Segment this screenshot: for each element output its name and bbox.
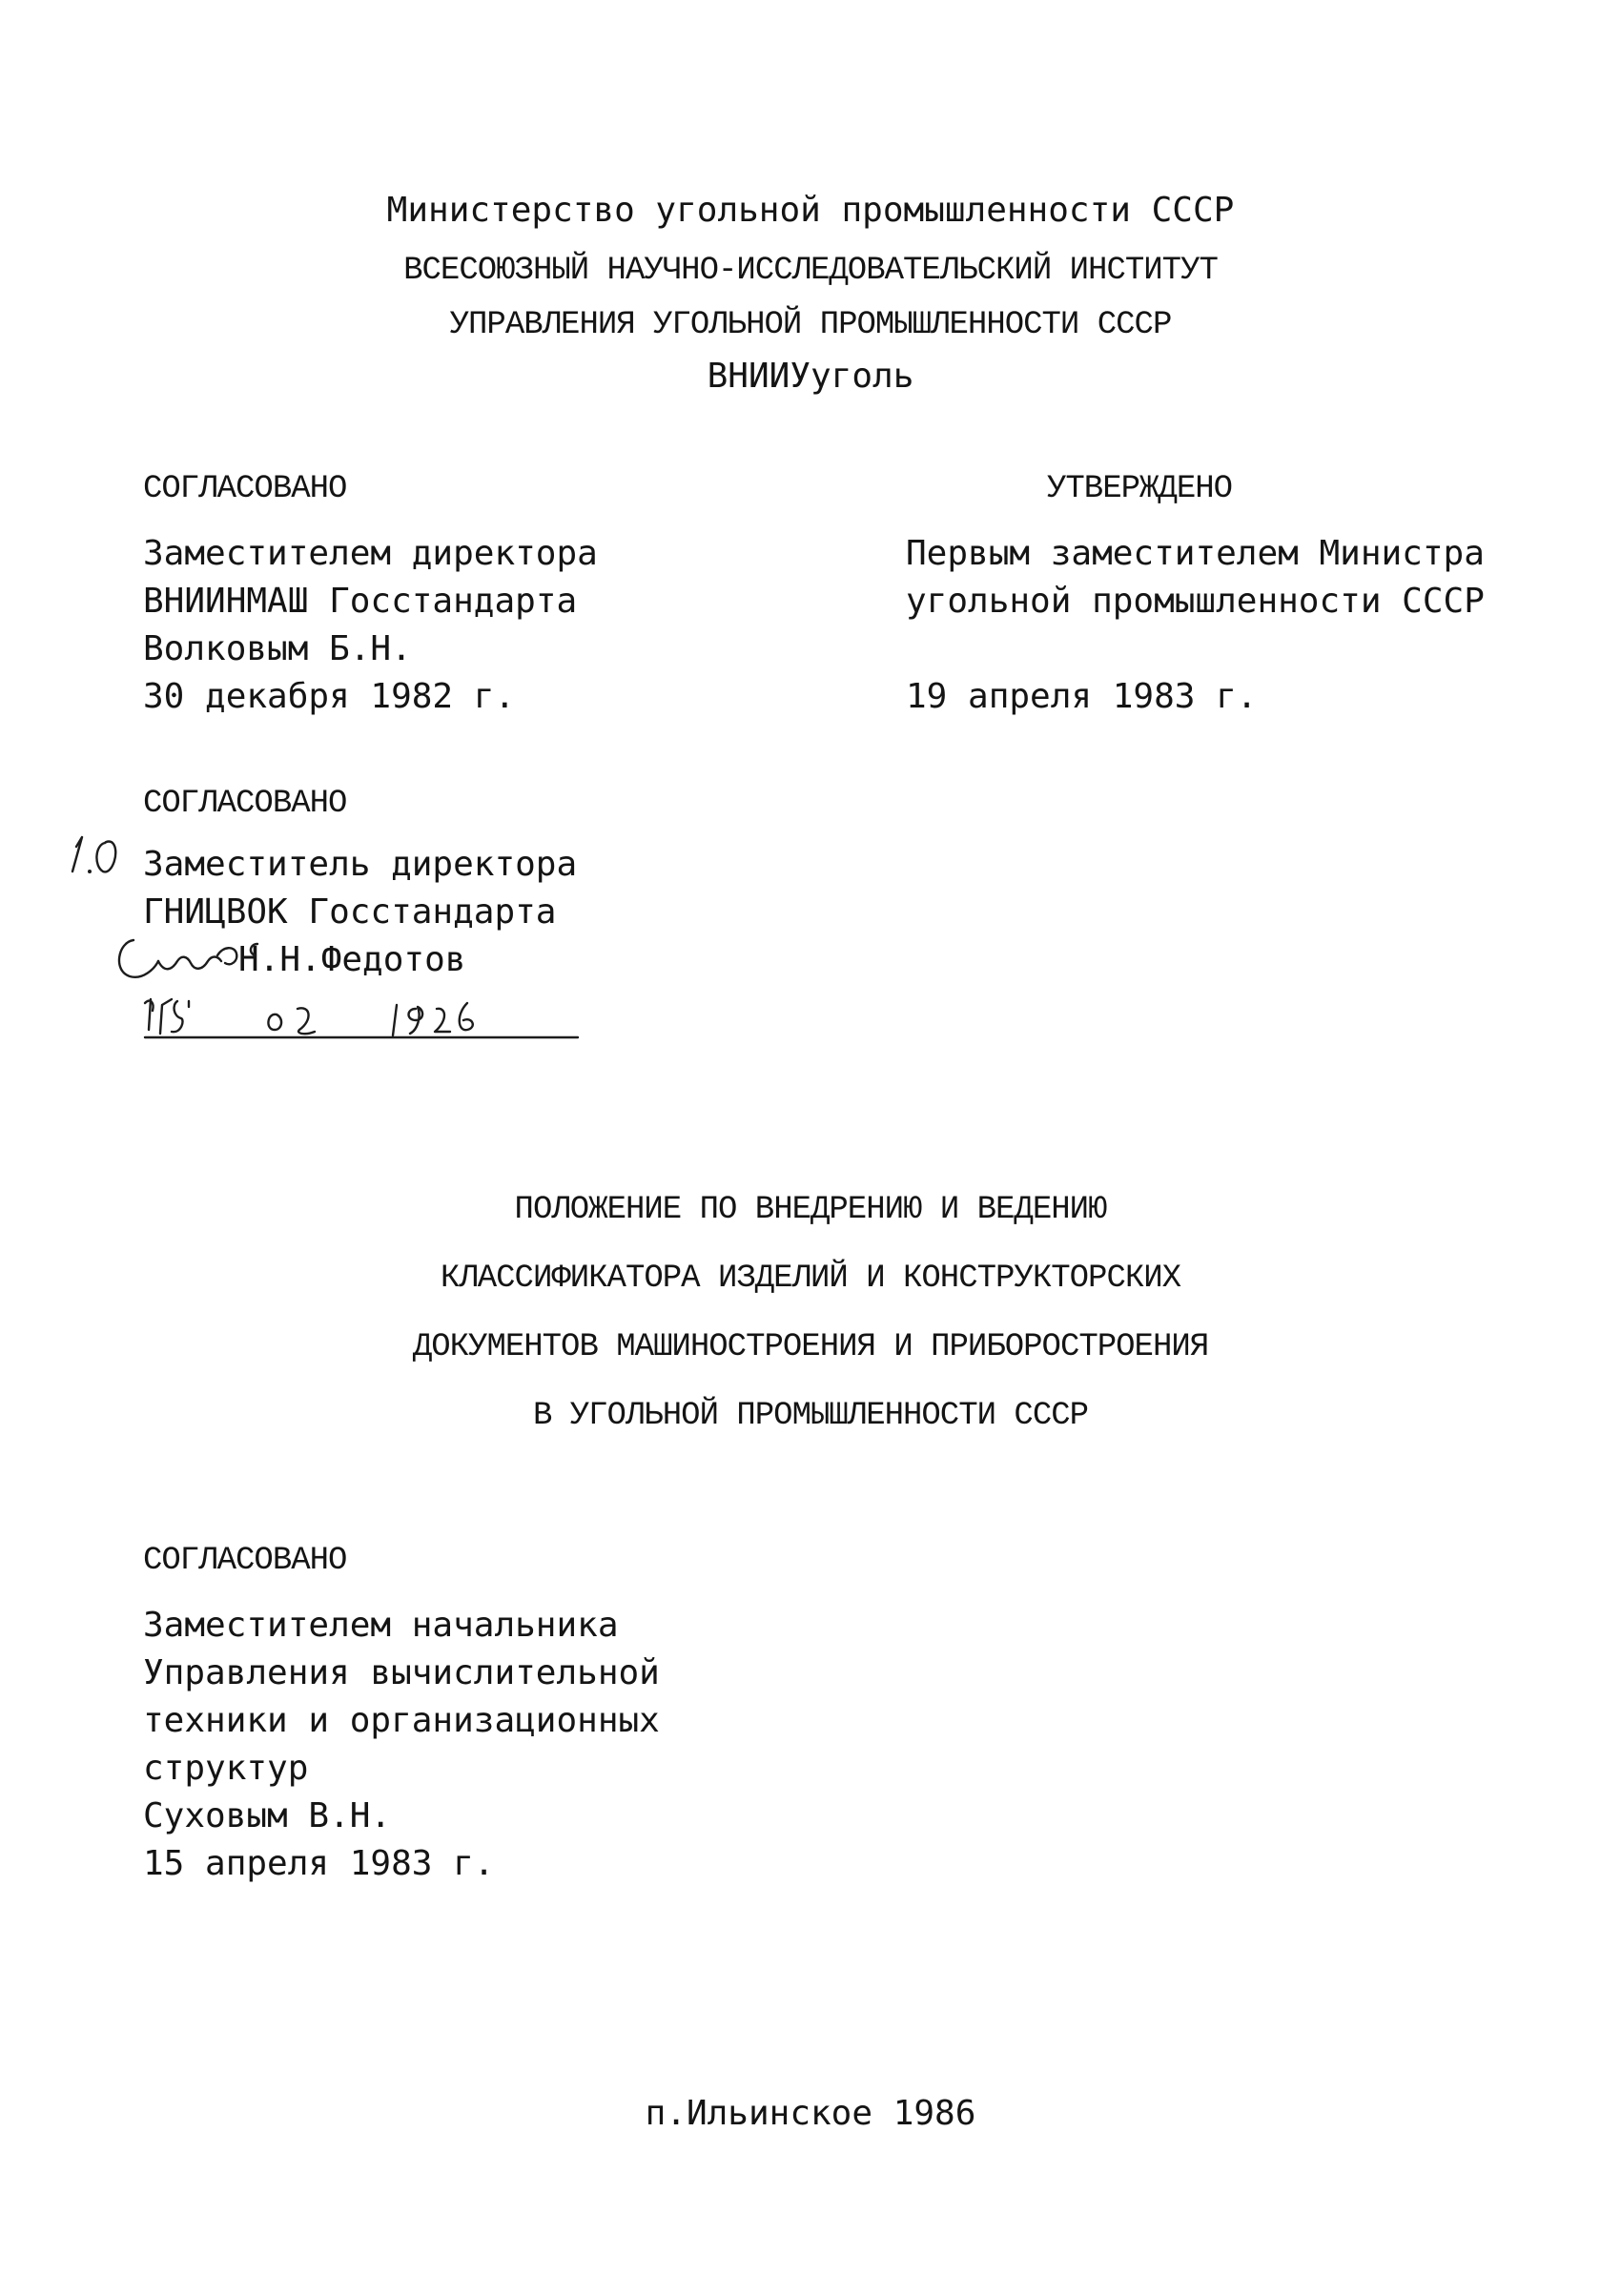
- agreed-line: техники и организационных: [143, 1701, 660, 1740]
- approved-line: Первым заместителем Министра: [906, 534, 1485, 573]
- handwritten-date: [143, 992, 582, 1049]
- agreed-block-3: [143, 1537, 660, 1888]
- title-line: КЛАССИФИКАТОРА ИЗДЕЛИЙ И КОНСТРУКТОРСКИХ: [440, 1261, 1181, 1297]
- agreed-line: Заместителем директора: [143, 534, 598, 573]
- agreed-heading: СОГЛАСОВАНО: [143, 471, 347, 507]
- institute-line-2: УПРАВЛЕНИЯ УГОЛЬНОЙ ПРОМЫШЛЕННОСТИ СССР: [449, 307, 1172, 343]
- agreed-line: ГНИЦВОК Госстандарта: [143, 892, 557, 932]
- agreed-line: Заместитель директора: [143, 845, 578, 884]
- approved-block: [906, 465, 1485, 721]
- agreed-date: 15 апреля 1983 г.: [143, 1844, 495, 1883]
- agreed-line: Заместителем начальника: [143, 1606, 619, 1645]
- title-line: ПОЛОЖЕНИЕ ПО ВНЕДРЕНИЮ И ВЕДЕНИЮ: [514, 1192, 1107, 1228]
- institute-abbreviation: ВНИИУуголь: [707, 357, 914, 396]
- approved-date: 19 апреля 1983 г.: [906, 677, 1258, 716]
- imprint: п.Ильинское 1986: [645, 2094, 976, 2133]
- agreed-date: 30 декабря 1982 г.: [143, 677, 516, 716]
- agreed-line: Суховым В.Н.: [143, 1796, 392, 1835]
- ministry-line: Министерство угольной промышленности СССР: [386, 191, 1235, 230]
- agreed-line: Управления вычислительной: [143, 1653, 660, 1692]
- agreed-signatory: Н.Н.Федотов: [238, 940, 466, 979]
- agreed-heading: СОГЛАСОВАНО: [143, 1543, 347, 1579]
- margin-note-handwriting: [67, 831, 143, 889]
- document-title: [0, 1176, 1621, 1450]
- agreed-block-1: [143, 465, 598, 721]
- title-line: ДОКУМЕНТОВ МАШИНОСТРОЕНИЯ И ПРИБОРОСТРОЕНИЯ: [412, 1329, 1209, 1365]
- signature-handwriting: [105, 933, 296, 999]
- approved-heading: УТВЕРЖДЕНО: [1047, 471, 1233, 507]
- agreed-line: ВНИИНМАШ Госстандарта: [143, 582, 578, 621]
- approved-line: угольной промышленности СССР: [906, 582, 1485, 621]
- agreed-heading: СОГЛАСОВАНО: [143, 786, 347, 822]
- agreed-line: Волковым Б.Н.: [143, 629, 412, 668]
- institute-line-1: ВСЕСОЮЗНЫЙ НАУЧНО-ИССЛЕДОВАТЕЛЬСКИЙ ИНСТИТУТ: [403, 253, 1218, 289]
- agreed-line: структур: [143, 1749, 309, 1788]
- title-line: В УГОЛЬНОЙ ПРОМЫШЛЕННОСТИ СССР: [532, 1398, 1089, 1434]
